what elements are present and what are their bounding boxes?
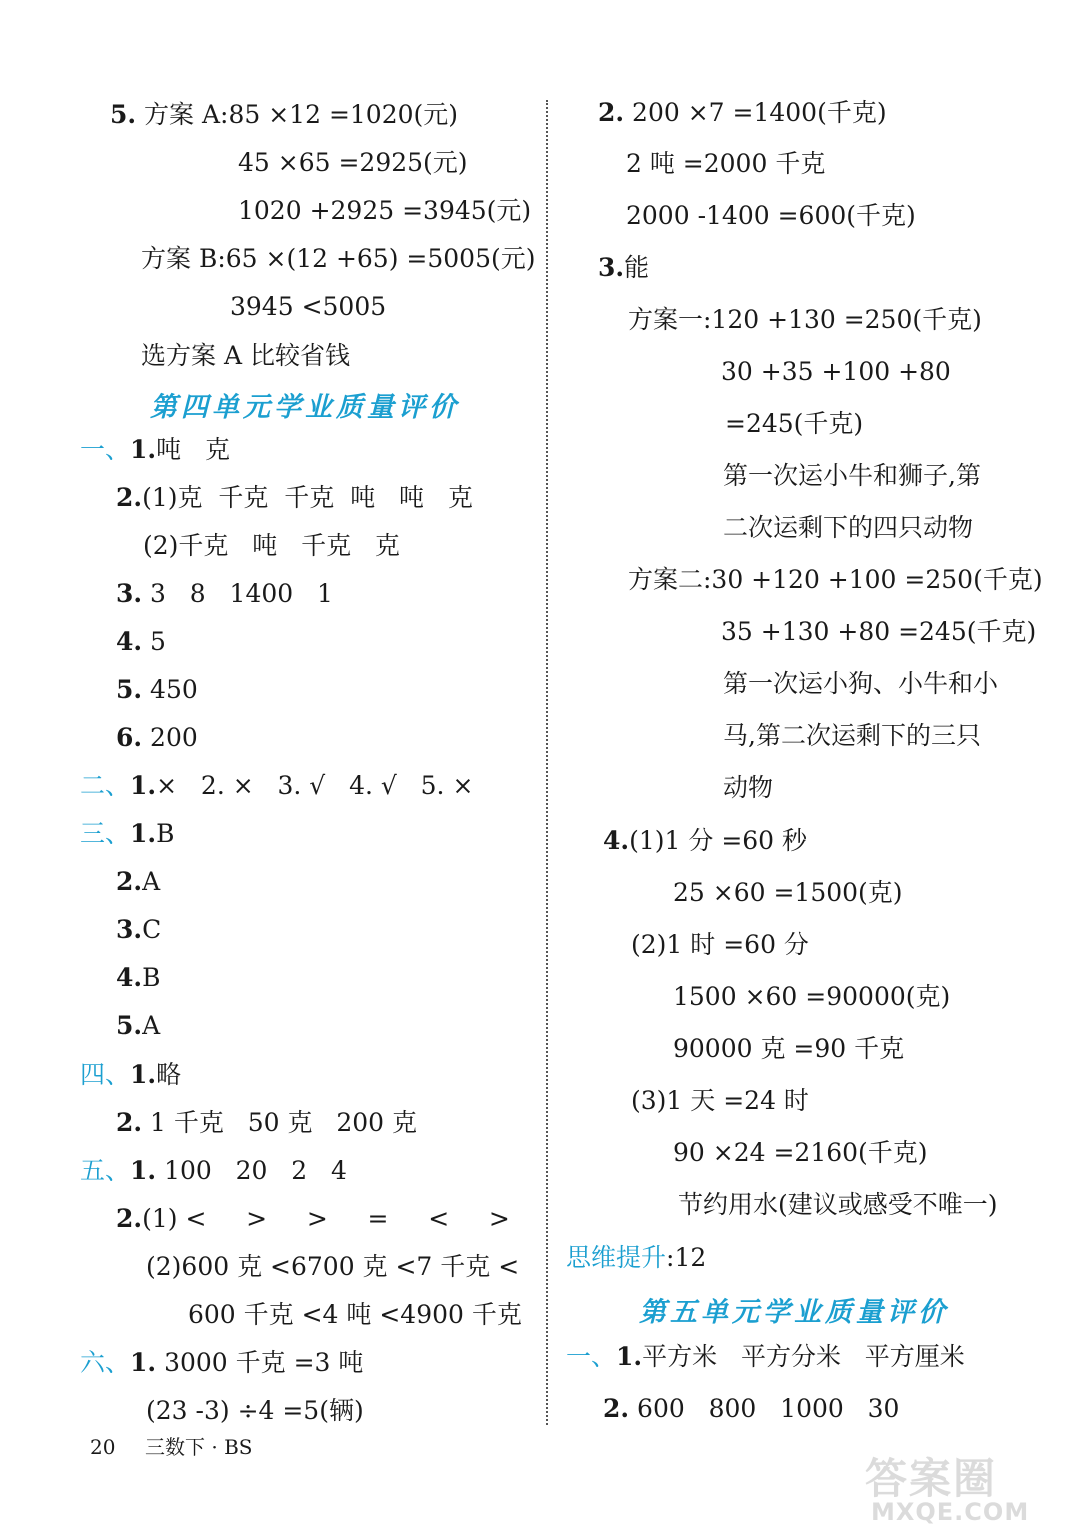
answer-line: 45 ×65 =2925(元) — [238, 148, 468, 177]
answer-line: 2000 -1400 =600(千克) — [626, 201, 916, 230]
answer-line: 30 +35 +100 +80 — [721, 357, 951, 386]
answer-line: 第一次运小狗、小牛和小 — [723, 669, 999, 698]
answer-line: 思维提升:12 — [566, 1243, 707, 1272]
answer-line: 第一次运小牛和狮子,第 — [723, 461, 981, 490]
answer-line: 二、1.× 2. × 3. √ 4. √ 5. × — [80, 771, 474, 800]
answer-line: 25 ×60 =1500(克) — [673, 878, 903, 907]
answer-line: 2. 200 ×7 =1400(千克) — [598, 98, 887, 127]
answer-line: 2 吨 =2000 千克 — [626, 149, 826, 178]
answer-line: (3)1 天 =24 时 — [631, 1086, 809, 1115]
answer-line: (2)600 克 <6700 克 <7 千克 < — [146, 1252, 520, 1281]
answer-line: 二次运剩下的四只动物 — [723, 513, 974, 542]
answer-line: 三、1.B — [80, 819, 175, 848]
answer-line: (2)千克 吨 千克 克 — [143, 531, 400, 560]
answer-line: 方案一:120 +130 =250(千克) — [628, 305, 982, 334]
answer-line: 2. 600 800 1000 30 — [603, 1394, 900, 1423]
answer-line: 2.(1)克 千克 千克 吨 吨 克 — [116, 483, 473, 512]
answer-line: (23 -3) ÷4 =5(辆) — [146, 1396, 364, 1425]
answer-line: 6. 200 — [116, 723, 198, 752]
answer-line: 3.C — [116, 915, 162, 944]
answer-line: 一、1.吨 克 — [80, 435, 230, 464]
answer-line: 5. 450 — [116, 675, 198, 704]
watermark-url: MXQE.COM — [871, 1498, 1030, 1526]
answer-line: 2. 1 千克 50 克 200 克 — [116, 1108, 418, 1137]
answer-line: 1020 +2925 =3945(元) — [238, 196, 532, 225]
answer-line: 方案二:30 +120 +100 =250(千克) — [628, 565, 1043, 594]
answer-line: 600 千克 <4 吨 <4900 千克 — [188, 1300, 522, 1329]
answer-line: 3. 3 8 1400 1 — [116, 579, 333, 608]
answer-line: 90000 克 =90 千克 — [673, 1034, 905, 1063]
answer-line: 马,第二次运剩下的三只 — [723, 721, 981, 750]
answer-line: 选方案 A 比较省钱 — [141, 341, 350, 370]
unit-five-heading: 第五单元学业质量评价 — [639, 1297, 949, 1328]
answer-line: (2)1 时 =60 分 — [631, 930, 809, 959]
answer-line: 动物 — [723, 773, 774, 802]
answer-line: 1500 ×60 =90000(克) — [673, 982, 951, 1011]
answer-line: 六、1. 3000 千克 =3 吨 — [80, 1348, 364, 1377]
answer-line: 5. 方案 A:85 ×12 =1020(元) — [110, 100, 459, 129]
answer-line: 2.A — [116, 867, 161, 896]
answer-line: 35 +130 +80 =245(千克) — [721, 617, 1037, 646]
answer-line: 五、1. 100 20 2 4 — [80, 1156, 347, 1185]
answer-line: 4.(1)1 分 =60 秒 — [603, 826, 808, 855]
answer-line: 4.B — [116, 963, 161, 992]
answer-line: 一、1.平方米 平方分米 平方厘米 — [566, 1342, 965, 1371]
answer-line: =245(千克) — [725, 409, 864, 438]
answer-line: 3.能 — [598, 253, 650, 282]
watermark-title: 答案圈 — [865, 1454, 998, 1503]
answer-line: 3945 <5005 — [230, 292, 387, 321]
answer-line: 5.A — [116, 1011, 161, 1040]
answer-line: 90 ×24 =2160(千克) — [673, 1138, 928, 1167]
answer-line: 四、1.略 — [80, 1060, 182, 1089]
book-label: 三数下 · BS — [145, 1435, 253, 1459]
answer-line: 节约用水(建议或感受不唯一) — [678, 1190, 998, 1219]
watermark-logo — [865, 1446, 1055, 1530]
page-number: 20 — [90, 1435, 116, 1459]
answer-line: 4. 5 — [116, 627, 166, 656]
unit-four-heading: 第四单元学业质量评价 — [150, 392, 460, 423]
column-divider — [546, 100, 548, 1425]
answer-line: 2.(1) < > > = < > — [116, 1204, 510, 1233]
answer-line: 方案 B:65 ×(12 +65) =5005(元) — [141, 244, 536, 273]
